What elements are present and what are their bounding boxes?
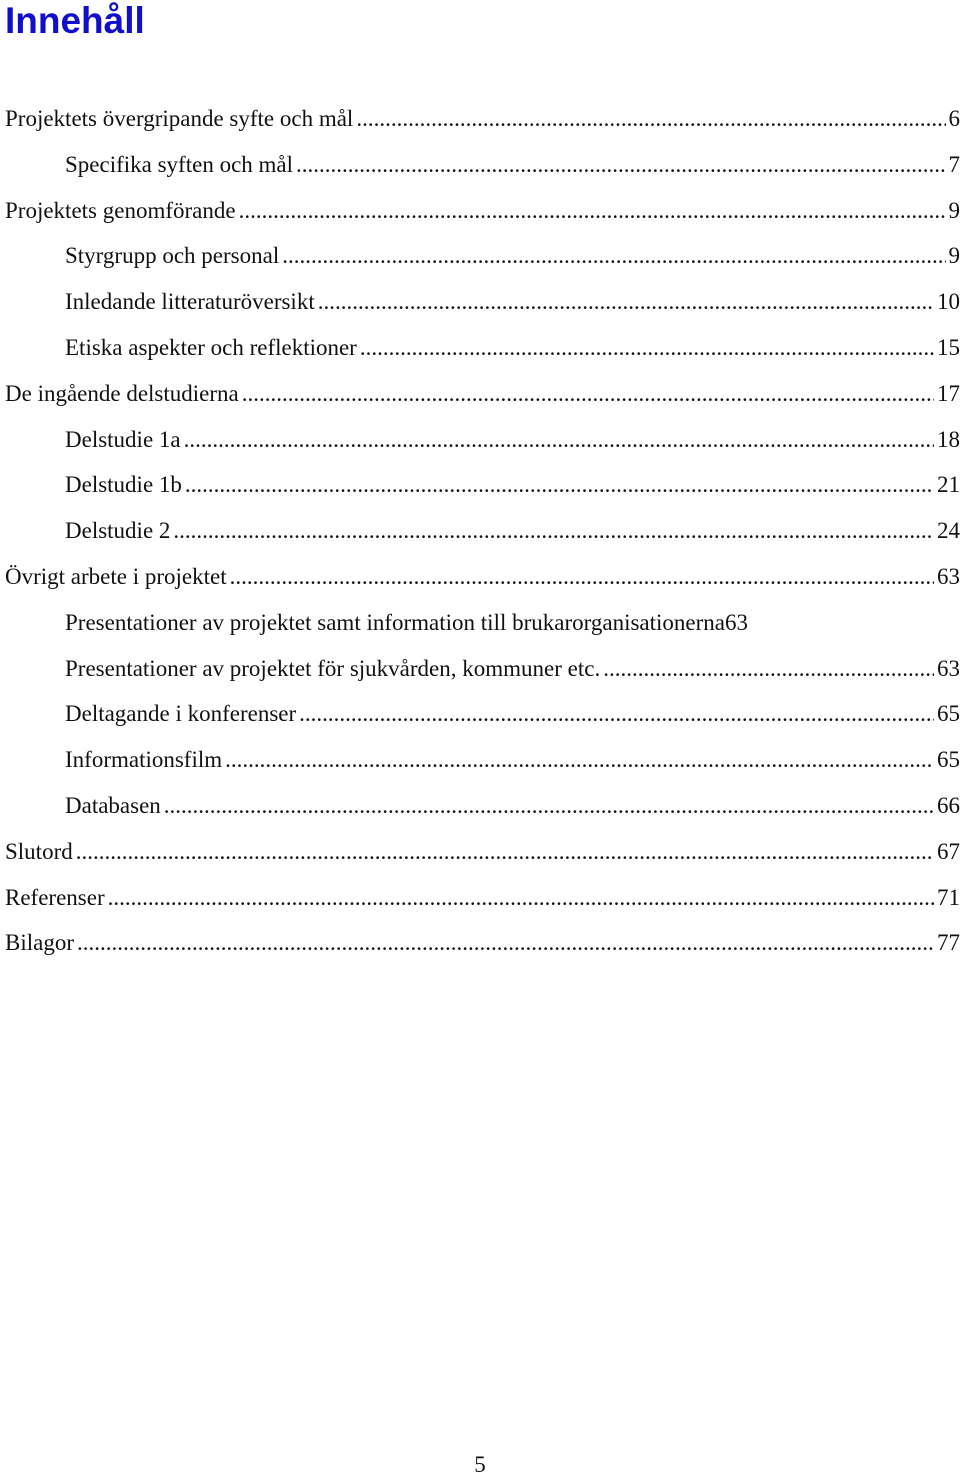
toc-dot-leader — [184, 417, 934, 463]
toc-entry-label: Inledande litteraturöversikt — [65, 279, 315, 325]
toc-entry-label: Projektets genomförande — [5, 188, 236, 234]
toc-dot-leader — [77, 920, 934, 966]
toc-entry-label: Slutord — [5, 829, 73, 875]
toc-dot-leader — [239, 188, 946, 234]
toc-entry[interactable] — [5, 646, 960, 692]
toc-entry-label: Etiska aspekter och reflektioner — [65, 325, 357, 371]
toc-entry-page: 17 — [937, 371, 960, 417]
toc-dot-leader — [76, 829, 934, 875]
toc-entry-label: Databasen — [65, 783, 161, 829]
toc-entry-label: Deltagande i konferenser — [65, 691, 296, 737]
toc-entry-label: Presentationer av projektet samt information till brukarorganisationerna — [65, 600, 725, 646]
toc-entry-page: 63 — [937, 646, 960, 692]
toc-dot-leader — [108, 875, 934, 921]
toc-entry-label: Specifika syften och mål — [65, 142, 293, 188]
toc-dot-leader — [230, 554, 934, 600]
toc-entry[interactable] — [5, 875, 960, 921]
toc-entry[interactable] — [5, 783, 960, 829]
toc-dot-leader — [603, 646, 934, 692]
page-number: 5 — [0, 1450, 960, 1480]
toc-entry[interactable] — [5, 325, 960, 371]
toc-entry[interactable] — [5, 600, 960, 646]
toc-entry[interactable] — [5, 371, 960, 417]
toc-entry-page: 66 — [937, 783, 960, 829]
toc-dot-leader — [164, 783, 934, 829]
toc-entry-label: Delstudie 1b — [65, 462, 182, 508]
toc-entry[interactable] — [5, 96, 960, 142]
toc-entry-label: De ingående delstudierna — [5, 371, 239, 417]
toc-entry[interactable] — [5, 829, 960, 875]
toc-entry-page: 63 — [725, 600, 748, 646]
toc-entry-page: 71 — [937, 875, 960, 921]
toc-entry-label: Informationsfilm — [65, 737, 222, 783]
toc-entry-label: Styrgrupp och personal — [65, 233, 279, 279]
toc-entry-page: 7 — [949, 142, 960, 188]
table-of-contents — [5, 96, 960, 966]
toc-entry-page: 10 — [937, 279, 960, 325]
toc-dot-leader — [282, 233, 945, 279]
toc-entry-page: 65 — [937, 691, 960, 737]
toc-entry-page: 9 — [949, 188, 960, 234]
toc-entry-page: 77 — [937, 920, 960, 966]
toc-entry[interactable] — [5, 417, 960, 463]
toc-entry-page: 15 — [937, 325, 960, 371]
toc-dot-leader — [318, 279, 934, 325]
toc-dot-leader — [225, 737, 934, 783]
toc-entry-page: 65 — [937, 737, 960, 783]
toc-entry-label: Delstudie 1a — [65, 417, 181, 463]
toc-dot-leader — [242, 371, 934, 417]
toc-dot-leader — [173, 508, 934, 554]
toc-entry[interactable] — [5, 462, 960, 508]
toc-dot-leader — [299, 691, 934, 737]
toc-entry-page: 9 — [949, 233, 960, 279]
toc-entry[interactable] — [5, 188, 960, 234]
toc-entry-label: Projektets övergripande syfte och mål — [5, 96, 353, 142]
toc-entry-page: 21 — [937, 462, 960, 508]
toc-entry-page: 24 — [937, 508, 960, 554]
toc-entry[interactable] — [5, 691, 960, 737]
toc-entry[interactable] — [5, 737, 960, 783]
toc-entry-label: Bilagor — [5, 920, 74, 966]
toc-entry-label: Referenser — [5, 875, 105, 921]
toc-entry-label: Övrigt arbete i projektet — [5, 554, 227, 600]
toc-dot-leader — [356, 96, 945, 142]
toc-entry[interactable] — [5, 279, 960, 325]
toc-entry[interactable] — [5, 142, 960, 188]
toc-entry-page: 18 — [937, 417, 960, 463]
toc-entry-label: Delstudie 2 — [65, 508, 170, 554]
toc-entry-page: 67 — [937, 829, 960, 875]
toc-entry[interactable] — [5, 233, 960, 279]
toc-entry-page: 6 — [949, 96, 960, 142]
toc-heading: Innehåll — [5, 0, 145, 46]
toc-entry-page: 63 — [937, 554, 960, 600]
toc-entry-label: Presentationer av projektet för sjukvården, kommuner etc. — [65, 646, 600, 692]
toc-entry[interactable] — [5, 920, 960, 966]
toc-entry[interactable] — [5, 554, 960, 600]
toc-dot-leader — [360, 325, 934, 371]
toc-dot-leader — [296, 142, 945, 188]
toc-dot-leader — [185, 462, 934, 508]
toc-entry[interactable] — [5, 508, 960, 554]
